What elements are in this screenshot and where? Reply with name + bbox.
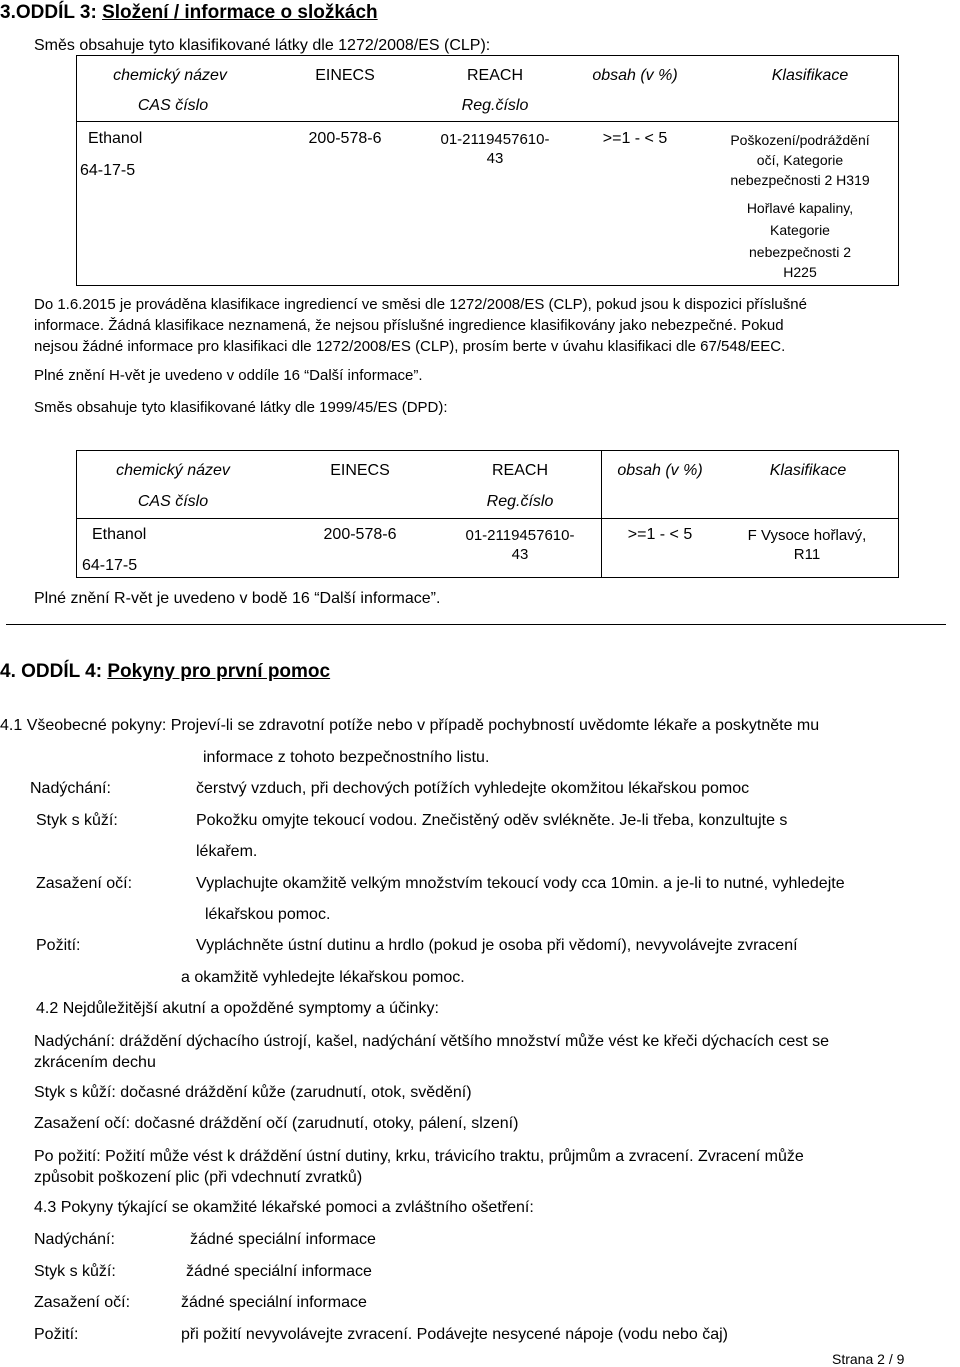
rvet-note: Plné znění R-vět je uvedeno v bodě 16 “Další informace”. — [34, 590, 441, 607]
clp-cell-name: Ethanol — [88, 130, 143, 147]
page-number: Strana 2 / 9 — [832, 1351, 905, 1367]
dpd-table-divider — [76, 518, 899, 519]
s41-skin-label: Styk s kůží: — [36, 812, 118, 829]
dpd-cell-cas: 64-17-5 — [82, 557, 138, 574]
clp-note — [34, 294, 807, 357]
clp-klas2-line1: Hořlavé kapaliny, — [746, 200, 854, 216]
section4-heading — [0, 661, 330, 683]
clp-note-line2: informace. Žádná klasifikace neznamená, že nejsou příslušné ingredience klasifikovány jako nebezpečné. Pokud — [34, 317, 784, 334]
clp-cell-klasifikace-1 — [700, 130, 900, 190]
clp-cell-reach-line2: 43 — [486, 150, 504, 167]
dpd-cell-einecs: 200-578-6 — [323, 526, 397, 543]
clp-header-reach: REACH — [466, 67, 523, 84]
clp-table-divider — [76, 121, 899, 122]
s42-inh-line2: zkrácením dechu — [34, 1054, 156, 1071]
s43-inh-text: žádné speciální informace — [190, 1231, 376, 1248]
s43-inh-label: Nadýchání: — [34, 1231, 115, 1248]
s41-eye-text2: lékařskou pomoc. — [205, 906, 331, 923]
s41-ing-text1: Vypláchněte ústní dutinu a hrdlo (pokud je osoba při vědomí), nevyvolávejte zvracení — [196, 937, 798, 954]
section4-title: Pokyny pro první pomoc — [107, 661, 331, 682]
clp-header-einecs: EINECS — [315, 67, 375, 84]
dpd-header-obsah: obsah (v %) — [617, 462, 703, 479]
dpd-header-klasifikace: Klasifikace — [769, 462, 847, 479]
clp-cell-reach-line1: 01-2119457610- — [440, 131, 550, 148]
clp-cell-klasifikace-2 — [700, 197, 900, 263]
dpd-header-reach: REACH — [491, 462, 548, 479]
s42-ing-line2: způsobit poškození plic (při vdechnutí zvratků) — [34, 1169, 363, 1186]
clp-klas1-line1: Poškození/podráždění — [730, 132, 870, 148]
clp-klas1-line3: nebezpečnosti 2 H319 — [730, 172, 870, 188]
clp-header-obsah: obsah (v %) — [592, 67, 678, 84]
s41-ing-text2: a okamžitě vyhledejte lékařskou pomoc. — [181, 969, 465, 986]
dpd-header-einecs: EINECS — [330, 462, 390, 479]
s41-skin-text1: Pokožku omyjte tekoucí vodou. Znečistěný oděv svlékněte. Je-li třeba, konzultujte s — [196, 812, 788, 829]
s42-inh-line1: Nadýchání: dráždění dýchacího ústrojí, kašel, nadýchání většího množství může vést ke křeči dýchacích cest se — [34, 1033, 830, 1050]
clp-header-klasifikace: Klasifikace — [771, 67, 849, 84]
s43-eye-label: Zasažení očí: — [34, 1294, 131, 1311]
clp-cell-reach — [420, 130, 570, 168]
section-separator — [6, 624, 946, 625]
s41-skin-text2: lékařem. — [196, 843, 258, 860]
clp-klas2-line4: H225 — [783, 264, 817, 280]
clp-note-line1: Do 1.6.2015 je prováděna klasifikace ingrediencí ve směsi dle 1272/2008/ES (CLP), pokud jsou k dispozici příslušné — [34, 296, 807, 313]
dpd-cell-reach-line1: 01-2119457610- — [465, 527, 575, 544]
s42-skin: Styk s kůží: dočasné dráždění kůže (zarudnutí, otok, svědění) — [34, 1084, 472, 1101]
section3-number: 3.ODDÍL 3: — [0, 2, 97, 23]
section3-title: Složení / informace o složkách — [102, 2, 378, 23]
dpd-klas-line2: R11 — [793, 546, 821, 563]
clp-cell-einecs: 200-578-6 — [308, 130, 382, 147]
s41-inh-text: čerstvý vzduch, při dechových potížích vyhledejte okomžitou lékařskou pomoc — [196, 780, 750, 797]
dpd-cell-reach — [445, 526, 595, 564]
s43-skin-label: Styk s kůží: — [34, 1263, 116, 1280]
s41-eye-text1: Vyplachujte okamžitě velkým množstvím tekoucí vody cca 10min. a je-li to nutné, vyhledejte — [196, 875, 845, 892]
s41-inh-label: Nadýchání: — [30, 780, 111, 797]
s41-ing-label: Požití: — [36, 937, 81, 954]
s41-line1: 4.1 Všeobecné pokyny: Projeví-li se zdravotní potíže nebo v případě pochybností uvědomte lékaře a poskytněte mu — [0, 717, 820, 734]
s41-eye-label: Zasažení očí: — [36, 875, 133, 892]
clp-intro: Směs obsahuje tyto klasifikované látky dle 1272/2008/ES (CLP): — [34, 37, 491, 54]
clp-header-reg: Reg.číslo — [461, 97, 529, 114]
hvet-note: Plné znění H-vět je uvedeno v oddíle 16 “Další informace”. — [34, 367, 423, 384]
clp-klas2-line3: nebezpečnosti 2 — [749, 244, 851, 260]
dpd-cell-obsah: >=1 - < 5 — [627, 526, 693, 543]
dpd-cell-name: Ethanol — [92, 526, 147, 543]
section4-number: 4. ODDÍL 4: — [0, 661, 103, 682]
s42-title: 4.2 Nejdůležitější akutní a opožděné symptomy a účinky: — [36, 1000, 439, 1017]
s42-ing-line1: Po požití: Požití může vést k dráždění ústní dutiny, krku, trávicího traktu, průjmům a zvracení. Zvracení může — [34, 1148, 804, 1165]
s43-skin-text: žádné speciální informace — [186, 1263, 372, 1280]
s42-inh — [34, 1031, 829, 1073]
s43-ing-label: Požití: — [34, 1326, 79, 1343]
s43-eye-text: žádné speciální informace — [181, 1294, 367, 1311]
s43-ing-text: při požití nevyvolávejte zvracení. Podávejte nesycené nápoje (vodu nebo čaj) — [181, 1326, 728, 1343]
dpd-cell-klasifikace — [722, 526, 892, 564]
dpd-intro: Směs obsahuje tyto klasifikované látky dle 1999/45/ES (DPD): — [34, 399, 448, 416]
dpd-header-name: chemický název — [116, 462, 230, 479]
s43-title: 4.3 Pokyny týkající se okamžité lékařské pomoci a zvláštního ošetření: — [34, 1199, 534, 1216]
dpd-klas-line1: F Vysoce hořlavý, — [747, 527, 867, 544]
clp-cell-obsah: >=1 - < 5 — [602, 130, 668, 147]
clp-header-name: chemický název — [113, 67, 227, 84]
s41-line2: informace z tohoto bezpečnostního listu. — [203, 749, 490, 766]
dpd-cell-reach-line2: 43 — [511, 546, 529, 563]
s42-eye: Zasažení očí: dočasné dráždění očí (zarudnutí, otoky, pálení, slzení) — [34, 1115, 519, 1132]
clp-klas2-line2: Kategorie — [770, 222, 830, 238]
clp-note-line3: nejsou žádné informace pro klasifikaci dle 1272/2008/ES (CLP), prosím berte v úvahu klasifikaci dle 67/548/EEC. — [34, 338, 786, 355]
section3-heading — [0, 2, 378, 24]
dpd-header-cas: CAS číslo — [137, 493, 209, 510]
s42-ing — [34, 1146, 804, 1188]
dpd-header-reg: Reg.číslo — [486, 493, 554, 510]
clp-cell-cas: 64-17-5 — [80, 162, 136, 179]
clp-header-cas: CAS číslo — [137, 97, 209, 114]
clp-klas1-line2: očí, Kategorie — [756, 152, 844, 168]
